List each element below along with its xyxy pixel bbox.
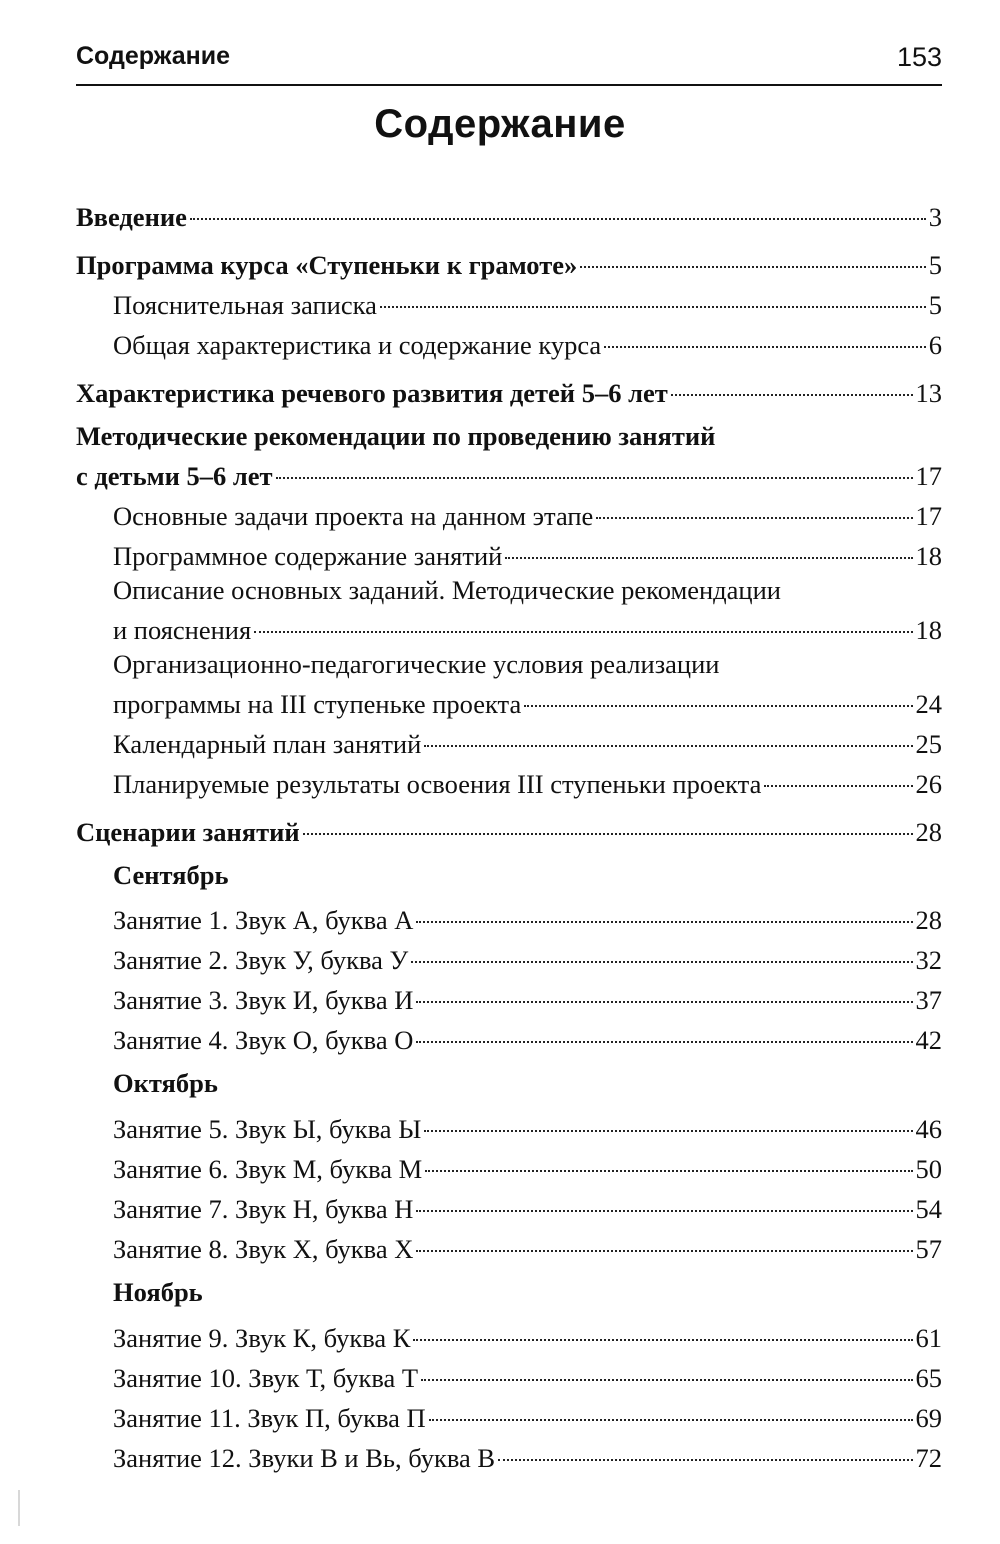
toc-entry-title: Календарный план занятий [113,729,422,759]
toc-entry-page: 25 [915,729,942,759]
toc-entry-title: Занятие 3. Звук И, буква И [113,985,414,1015]
month-heading: Ноябрь [113,1277,203,1307]
toc-entry-title: Пояснительная записка [113,290,377,320]
toc-entry-page: 3 [928,202,942,232]
toc-entry-title: Основные задачи проекта на данном этапе [113,501,594,531]
toc-entry-page: 28 [915,817,942,847]
toc-entry-page: 61 [915,1323,942,1353]
toc-entry-method-content[interactable] [113,535,942,571]
dot-leader [429,1391,913,1421]
toc-entry-page: 28 [915,905,942,935]
toc-entry-page: 65 [915,1363,942,1393]
dot-leader [671,366,913,396]
dot-leader [498,1431,912,1461]
toc-entry-method-desc[interactable] [113,609,942,645]
month-heading: Сентябрь [113,860,229,890]
dot-leader [413,1311,912,1341]
toc-entry-title: Программа курса «Ступеньки к грамоте» [76,250,578,280]
toc-entry-page: 17 [915,501,942,531]
scan-edge-mark [18,1490,20,1526]
dot-leader [190,190,926,220]
page-number: 153 [896,42,942,72]
toc-lesson-entry[interactable] [113,1188,942,1224]
dot-leader [416,893,912,923]
toc-lesson-entry[interactable] [113,1437,942,1473]
toc-entry-title: Занятие 7. Звук Н, буква Н [113,1194,414,1224]
toc-entry-title: Планируемые результаты освоения III ступеньки проекта [113,769,762,799]
toc-entry-title: Занятие 10. Звук Т, буква Т [113,1363,419,1393]
dot-leader [424,717,912,747]
toc-entry-page: 32 [915,945,942,975]
toc-entry-title: Сценарии занятий [76,817,300,847]
dot-leader [254,603,912,633]
toc-entry-title: Занятие 4. Звук О, буква О [113,1025,414,1055]
toc-lesson-entry[interactable] [113,1108,942,1144]
toc-lesson-entry[interactable] [113,1317,942,1353]
toc-lesson-entry[interactable] [113,1228,942,1264]
dot-leader [596,489,912,519]
toc-entry-title: Введение [76,202,187,232]
toc-entry-title: Занятие 2. Звук У, буква У [113,945,409,975]
toc-lesson-entry[interactable] [113,899,942,935]
toc-entry-page: 24 [915,689,942,719]
toc-lesson-entry[interactable] [113,1019,942,1055]
toc-entry-method-results[interactable] [113,763,942,799]
toc-lesson-entry[interactable] [113,1148,942,1184]
toc-entry-title: Общая характеристика и содержание курса [113,330,602,360]
toc-entry-page: 18 [915,615,942,645]
toc-entry-title: Занятие 6. Звук М, буква М [113,1154,423,1184]
toc-entry-title: Занятие 1. Звук А, буква А [113,905,414,935]
toc-entry-program[interactable] [76,244,942,280]
dot-leader [424,1102,912,1132]
toc-entry-method-org[interactable] [113,683,942,719]
toc-lesson-entry[interactable] [113,939,942,975]
dot-leader [416,973,912,1003]
toc-entry-page: 69 [915,1403,942,1433]
toc-entry-title: Программное содержание занятий [113,541,503,571]
toc-entry-title: и пояснения [113,615,252,645]
toc-entry-method-org-line1[interactable]: Организационно-педагогические условия реализации [113,649,720,679]
toc-entry-title: программы на III ступеньке проекта [113,689,522,719]
running-header [76,40,942,86]
toc-entry-title: Занятие 11. Звук П, буква П [113,1403,426,1433]
dot-leader [380,278,926,308]
dot-leader [411,933,912,963]
toc-entry-page: 26 [915,769,942,799]
toc-entry-title: Занятие 9. Звук К, буква К [113,1323,411,1353]
dot-leader [416,1013,912,1043]
toc-entry-page: 18 [915,541,942,571]
toc-entry-page: 13 [915,378,942,408]
dot-leader [425,1142,912,1172]
dot-leader [416,1222,912,1252]
toc-entry-page: 54 [915,1194,942,1224]
toc-entry-method-desc-line1[interactable]: Описание основных заданий. Методические рекомендации [113,575,781,605]
toc-entry-page: 5 [928,290,942,320]
toc-entry-page: 42 [915,1025,942,1055]
toc-entry-method-tasks[interactable] [113,495,942,531]
toc-entry-speech[interactable] [76,372,942,408]
toc-entry-page: 17 [915,461,942,491]
toc-lesson-entry[interactable] [113,1357,942,1393]
toc-lesson-entry[interactable] [113,979,942,1015]
toc-entry-title: Занятие 12. Звуки В и Вь, буква В [113,1443,496,1473]
dot-leader [505,529,912,559]
dot-leader [276,449,913,479]
dot-leader [580,238,926,268]
toc-lesson-entry[interactable] [113,1397,942,1433]
toc-entry-method-line1[interactable]: Методические рекомендации по проведению занятий [76,421,716,451]
toc-entry-page: 57 [915,1234,942,1264]
dot-leader [524,677,912,707]
toc-entry-page: 72 [915,1443,942,1473]
dot-leader [416,1182,912,1212]
dot-leader [303,805,913,835]
dot-leader [604,318,926,348]
toc-entry-program-general[interactable] [113,324,942,360]
toc-entry-method[interactable] [76,455,942,491]
toc-entry-method-plan[interactable] [113,723,942,759]
month-heading: Октябрь [113,1068,218,1098]
toc-entry-title: Характеристика речевого развития детей 5–6 лет [76,378,668,408]
dot-leader [421,1351,912,1381]
toc-entry-title: Занятие 5. Звук Ы, буква Ы [113,1114,422,1144]
toc-entry-page: 50 [915,1154,942,1184]
toc-entry-intro[interactable] [76,196,942,232]
toc-entry-title: Занятие 8. Звук Х, буква Х [113,1234,414,1264]
toc-entry-scenarios[interactable] [76,811,942,847]
page-title: Содержание [374,102,626,146]
toc-entry-page: 46 [915,1114,942,1144]
toc-entry-page: 6 [928,330,942,360]
toc-entry-program-note[interactable] [113,284,942,320]
toc-entry-page: 5 [928,250,942,280]
toc-entry-title: с детьми 5–6 лет [76,461,273,491]
dot-leader [764,757,912,787]
running-title: Содержание [76,42,231,70]
toc-entry-page: 37 [915,985,942,1015]
